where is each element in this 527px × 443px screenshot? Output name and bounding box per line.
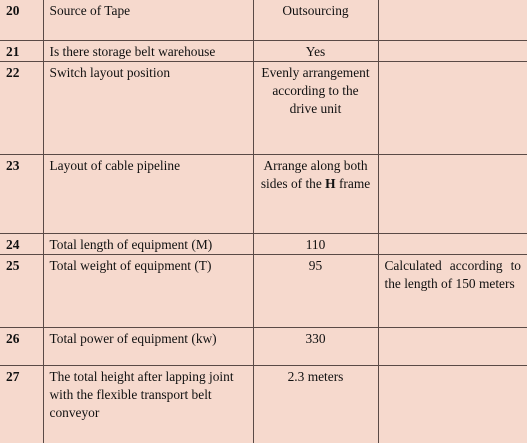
item-note <box>378 154 527 233</box>
item-value: Evenly arrangement according to the drive unit <box>253 61 378 154</box>
item-note <box>378 233 527 254</box>
item-label: The total height after lapping joint with the flexible transport belt conveyor <box>43 365 253 443</box>
table-row <box>0 0 527 40</box>
value-text: frame <box>338 175 371 191</box>
item-label: Total power of equipment (kw) <box>43 327 253 365</box>
item-label: Total weight of equipment (T) <box>43 254 253 327</box>
row-number: 21 <box>0 40 43 61</box>
item-label: Total length of equipment (M) <box>43 233 253 254</box>
table-row <box>0 365 527 443</box>
table-row <box>0 327 527 365</box>
item-label: Source of Tape <box>43 0 253 40</box>
item-value <box>253 154 378 233</box>
row-number: 22 <box>0 61 43 154</box>
item-value: 330 <box>253 327 378 365</box>
table-row <box>0 254 527 327</box>
table-row <box>0 154 527 233</box>
item-note <box>378 365 527 443</box>
value-bold-text: H <box>325 175 336 191</box>
item-value: Outsourcing <box>253 0 378 40</box>
item-value: 95 <box>253 254 378 327</box>
item-note <box>378 327 527 365</box>
table-row <box>0 61 527 154</box>
item-note <box>378 61 527 154</box>
item-label: Layout of cable pipeline <box>43 154 253 233</box>
row-number: 23 <box>0 154 43 233</box>
row-number: 24 <box>0 233 43 254</box>
item-value: 2.3 meters <box>253 365 378 443</box>
item-note <box>378 0 527 40</box>
row-number: 20 <box>0 0 43 40</box>
item-label: Switch layout position <box>43 61 253 154</box>
table-row <box>0 233 527 254</box>
item-note <box>378 40 527 61</box>
row-number: 27 <box>0 365 43 443</box>
item-note: Calculated according to the length of 150 meters <box>378 254 527 327</box>
item-value: 110 <box>253 233 378 254</box>
item-value: Yes <box>253 40 378 61</box>
item-label: Is there storage belt warehouse <box>43 40 253 61</box>
table-row <box>0 40 527 61</box>
row-number: 25 <box>0 254 43 327</box>
row-number: 26 <box>0 327 43 365</box>
value-text: Arrange along both sides of the <box>260 157 368 191</box>
